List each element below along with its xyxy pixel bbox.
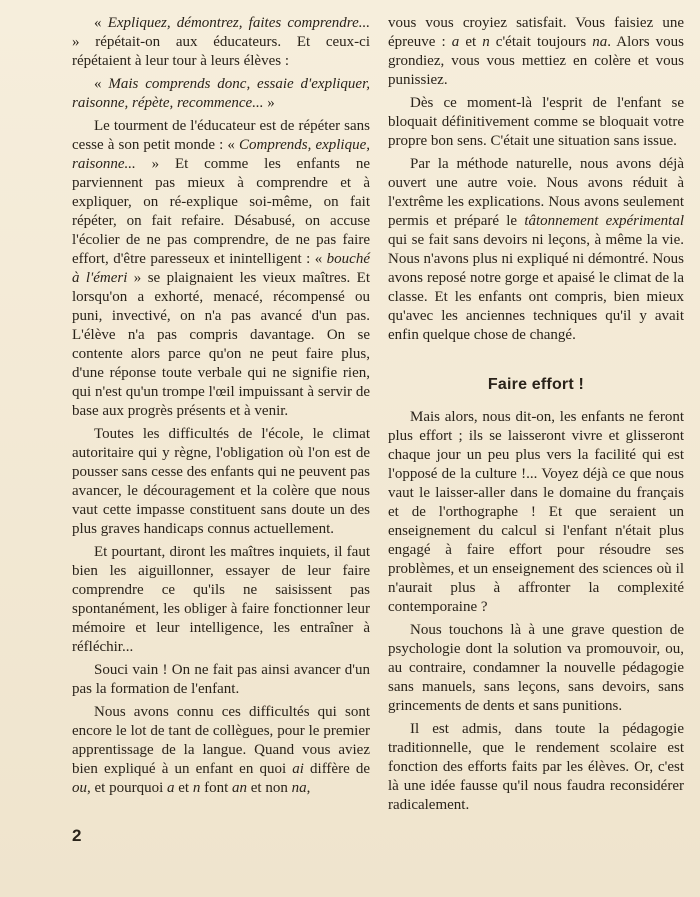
paragraph: Nous touchons là à une grave question de psychologie dont la solution va promouvoir, ou, au contraire, condamner la nouvelle pédagogie sans manuels, sans leçons, sans devoirs, sans grincements de dents et sans punitions. [388,622,684,714]
paragraph: Toutes les difficultés de l'école, le climat autoritaire qui y règne, l'obligation où l'on est de pousser sans cesse des enfants qui ne peuvent pas avancer, le découragement et la colère que nous vaut cette impasse constituent sans doute un des plus graves handicaps connus actuellement. [72,426,370,537]
paragraph: « Expliquez, démontrez, faites comprendre... » répétait-on aux éducateurs. Et ceux-ci répétaient à leur tour à leurs élèves : [72,15,370,69]
paragraph: vous vous croyiez satisfait. Vous faisiez une épreuve : a et n c'était toujours na. Alors vous grondiez, vous vous mettiez en colère et vous punissiez. [388,15,685,88]
paragraph: Dès ce moment-là l'esprit de l'enfant se bloquait définitivement comme se bloquait votre propre bon sens. C'était une situation sans issue. [388,95,684,149]
paragraph: Souci vain ! On ne fait pas ainsi avancer d'un pas la formation de l'enfant. [72,662,370,697]
paragraph: Il est admis, dans toute la pédagogie traditionnelle, que le rendement scolaire est fonction des efforts faits par les élèves. Or, c'est là une idée fausse qu'il nous faudra reconsidérer radicalement. [388,721,684,813]
left-column [72,14,370,802]
section-heading: Faire effort ! [487,376,585,393]
paragraph: Et pourtant, diront les maîtres inquiets, il faut bien les aiguillonner, essayer de leur faire comprendre ce qu'ils ne saisissent pas spontanément, les obliger à faire fonctionner leur mémoire et leur intelligence, les entraîner à réfléchir... [72,544,370,655]
paragraph: Mais alors, nous dit-on, les enfants ne feront plus effort ; ils se laisseront vivre et glisseront chaque jour un peu plus vers la facilité qui est l'opposé de la culture !... Voyez déjà ce que nous vaut le laisser-aller dans le domaine du français et de l'orthographe ! Et que seraient un enseignement du calcul si l'enfant n'était plus engagé à faire effort pour résoudre ses problèmes, et un enseignement des sciences où il n'aurait plus à affronter la complexité contemporaine ? [388,409,684,615]
page-number: 2 [72,826,82,845]
quote-paragraph: « Mais comprends donc, essaie d'expliquer, raisonne, répète, recommence... » [72,76,370,111]
right-column [388,14,684,819]
paragraph: Le tourment de l'éducateur est de répéter sans cesse à son petit monde : « Comprends, explique, raisonne... » Et comme les enfants ne parviennent pas mieux à comprendre et à expliquer, on ré-explique soi-même, on fait répéter, on fait refaire. Désabusé, on accuse l'écolier de ne pas comprendre, de ne pas faire effort, d'être paresseux et inintelligent : « bouché à l'émeri » se plaignaient les vieux maîtres. Et lorsqu'on a exhorté, menacé, récompensé ou puni, invectivé, on n'a pas avancé d'un pas. L'élève n'a pas compris davantage. On se contente alors parce qu'on ne peut faire plus, d'une réponse toute verbale qui ne signifie rien, qui n'est qu'un trompe l'œil impuissant à servir de base aux progrès présents et à venir. [72,118,371,419]
paragraph: Nous avons connu ces difficultés qui sont encore le lot de tant de collègues, pour le premier apprentissage de la langue. Quand vous aviez bien expliqué à un enfant en quoi ai diffère de ou, et pourquoi a et n font an et non na, [72,704,371,796]
paragraph: Par la méthode naturelle, nous avons déjà ouvert une autre voie. Nous avons réduit à l'extrême les explications. Nous avons seulement permis et préparé le tâtonnement expérimental qui se fait sans devoirs ni leçons, à même la vie. Nous n'avons plus ni expliqué ni démontré. Nous avons reposé notre gorge et apaisé le climat de la classe. Et les enfants ont compris, bien mieux qu'avec les anciennes techniques qu'il y avait enfin quelque chose de changé. [388,156,684,343]
